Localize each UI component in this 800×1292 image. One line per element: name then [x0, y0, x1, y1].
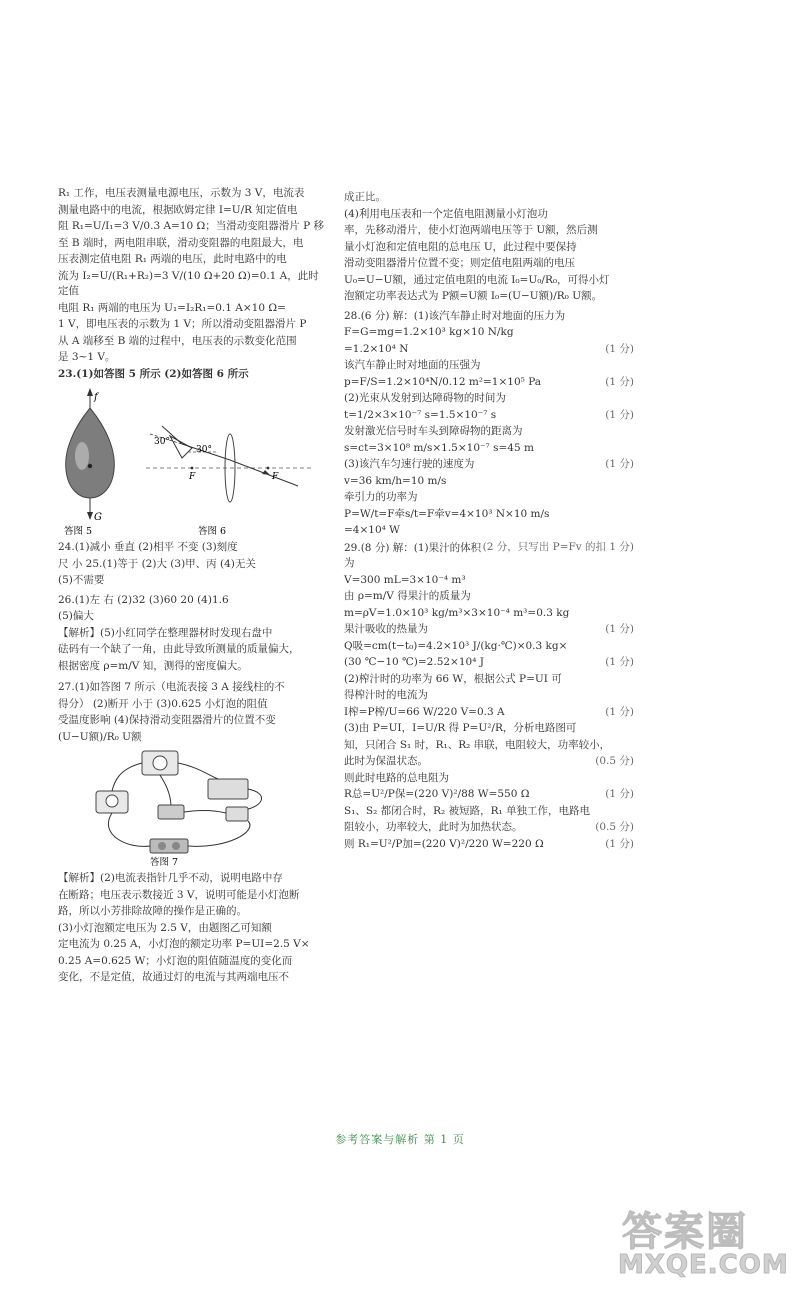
solution-line — [344, 688, 634, 704]
solution-line — [344, 490, 634, 506]
text-line: 0.25 A=0.625 W；小灯泡的阻值随温度的变化而 — [58, 954, 293, 967]
answer-26 — [58, 593, 326, 625]
fig6-focus-right: F — [272, 472, 279, 482]
text-line: 流为 I₂=U/(R₁+R₂)=3 V/(10 Ω+20 Ω)=0.1 A，此时定值 — [58, 269, 319, 297]
watermark-logo — [610, 1198, 790, 1286]
solution-line-text: 果汁吸收的热量为 — [344, 623, 428, 635]
figure-5-6-drawing — [58, 386, 326, 536]
solution-line — [344, 721, 634, 737]
solution-line-text: 发射激光信号时车头到障碍物的距离为 — [344, 425, 523, 437]
answer-24-25 — [58, 540, 326, 589]
solution-line — [344, 391, 634, 407]
solution-line — [344, 441, 634, 457]
text-line: R₁ 工作，电压表测量电源电压，示数为 3 V，电流表 — [58, 187, 305, 199]
solution-line-text: 该汽车静止时对地面的压强为 — [344, 359, 481, 371]
solution-line-text: =1.2×10⁴ N — [344, 342, 409, 355]
answer-29 — [344, 541, 634, 853]
solution-line — [344, 837, 634, 853]
answer-28 — [344, 309, 634, 553]
text-line: 从 A 端移至 B 端的过程中，电压表的示数变化范围 — [58, 334, 297, 347]
fig6-focus-left: F — [189, 472, 196, 482]
figure-6 — [146, 426, 314, 536]
solution-line-score: (2 分，只写出 P=Fv 的扣 1 分) — [482, 540, 634, 553]
figures-5-6 — [58, 386, 326, 536]
text-line: (3)小灯泡额定电压为 2.5 V，由题图乙可知额 — [58, 921, 272, 934]
answer-27 — [58, 680, 326, 745]
text-line: 在断路；电压表示数接近 3 V，说明可能是小灯泡断 — [58, 888, 300, 901]
solution-line — [344, 573, 634, 589]
solution-line — [344, 672, 634, 688]
text-line: 定电流为 0.25 A，小灯泡的额定功率 P=UI=2.5 V× — [58, 938, 310, 950]
fig6-caption: 答图 6 — [198, 526, 227, 536]
text-line: 量小灯泡和定值电阻的总电压 U，此过程中要保持 — [344, 240, 577, 253]
solution-line — [344, 754, 634, 770]
text-line: 27.(1)如答图 7 所示（电流表接 3 A 接线柱的不 — [58, 681, 285, 693]
figure-5 — [64, 388, 114, 536]
solution-line — [344, 705, 634, 721]
figure-7 — [58, 749, 326, 867]
solution-line-text: V=300 mL=3×10⁻⁴ m³ — [344, 573, 466, 586]
solution-line-text: 得榨汁时的电流为 — [344, 689, 428, 701]
text-line: (U−U额)/R₀ U额 — [58, 730, 142, 743]
fig7-caption: 答图 7 — [150, 857, 179, 867]
solution-line-score: (0.5 分) — [595, 821, 634, 833]
watermark-text: 答案圈 — [622, 1209, 748, 1255]
left-column — [58, 186, 326, 987]
text-line: 电阻 R₁ 两端的电压为 U₁=I₂R₁=0.1 A×10 Ω= — [58, 301, 286, 314]
solution-line — [344, 639, 634, 655]
solution-line-score: (1 分) — [605, 788, 634, 800]
solution-line-text: m=ρV=1.0×10³ kg/m³×3×10⁻⁴ m³=0.3 kg — [344, 606, 570, 619]
solution-line — [344, 309, 634, 325]
text-line: 【解析】(5)小红同学在整理器材时发现右盘中 — [58, 626, 273, 639]
solution-line — [344, 358, 634, 374]
fig6-angle-1: 30° — [154, 437, 170, 447]
text-line: U₀=U−U额，通过定值电阻的电流 I₀=U₀/R₀，可得小灯 — [344, 273, 610, 286]
text-line: 滑动变阻器滑片位置不变；则定值电阻两端的电压 — [344, 257, 575, 269]
fig5-g-label: G — [94, 512, 102, 523]
answer-22-continuation — [58, 186, 326, 366]
solution-line-score: (1 分) — [605, 705, 634, 718]
solution-line — [344, 424, 634, 440]
solution-line-text: 由 ρ=m/V 得果汁的质量为 — [344, 590, 471, 602]
text-line: 变化，不是定值，故通过灯的电流与其两端电压不 — [58, 971, 289, 983]
text-line: 【解析】(2)电流表指针几乎不动，说明电路中存 — [58, 872, 283, 884]
analysis-27 — [58, 871, 326, 986]
text-line: 阻 R₁=U/I₁=3 V/0.3 A=10 Ω；当滑动变阻器滑片 P 移 — [58, 220, 324, 232]
solution-line-text: (2)榨汁时的功率为 66 W，根据公式 P=UI 可 — [344, 672, 562, 685]
solution-line — [344, 474, 634, 490]
solution-line — [344, 325, 634, 341]
right-column — [344, 190, 634, 853]
solution-line-text: R总=U²/P保=(220 V)²/88 W=550 Ω — [344, 788, 530, 800]
solution-line-text: =4×10⁴ W — [344, 524, 400, 536]
solution-line-text: 牵引力的功率为 — [344, 491, 418, 503]
text-line: 率，先移动滑片，使小灯泡两端电压等于 U额，然后测 — [344, 224, 598, 236]
text-line: 成正比。 — [344, 191, 386, 203]
fig5-caption: 答图 5 — [64, 526, 93, 536]
text-line: (4)利用电压表和一个定值电阻测量小灯泡功 — [344, 207, 548, 220]
solution-line-score: (1 分) — [605, 458, 634, 470]
solution-line-score: (1 分) — [605, 837, 634, 850]
solution-line-score: (1 分) — [605, 375, 634, 388]
answer-27-continuation — [344, 190, 634, 305]
solution-line — [344, 507, 634, 523]
solution-line-text: t=1/2×3×10⁻⁷ s=1.5×10⁻⁷ s — [344, 408, 497, 421]
fig6-angle-2: 30° — [196, 445, 212, 455]
solution-line-text: S₁、S₂ 都闭合时，R₂ 被短路，R₁ 单独工作，电路电 — [344, 804, 591, 817]
solution-line — [344, 787, 634, 803]
solution-line-text: (2)光束从发射到达障碍物的时间为 — [344, 392, 506, 404]
solution-line-text: v=36 km/h=10 m/s — [344, 474, 447, 487]
text-line: 砝码有一个缺了一角，由此导致所测量的质量偏大， — [58, 643, 300, 655]
solution-line-score: (1 分) — [605, 408, 634, 421]
solution-line-score: (0.5 分) — [595, 755, 634, 767]
figure-7-drawing — [58, 749, 326, 867]
answer-23: 23.(1)如答图 5 所示 (2)如答图 6 所示 — [58, 367, 249, 380]
solution-line — [344, 342, 634, 358]
solution-line — [344, 738, 634, 754]
solution-line — [344, 457, 634, 473]
text-line: 泡额定功率表达式为 P额=U额 I₀=(U−U额)/R₀ U额。 — [344, 290, 603, 302]
text-line: 路，所以小芳排除故障的操作是正确的。 — [58, 905, 247, 917]
solution-line-text: (3)该汽车匀速行驶的速度为 — [344, 458, 475, 470]
text-line: (5)不需要 — [58, 574, 105, 586]
text-line: 受温度影响 (4)保持滑动变阻器滑片的位置不变 — [58, 714, 276, 726]
analysis-26 — [58, 626, 326, 675]
solution-line-text: I榨=P榨/U=66 W/220 V=0.3 A — [344, 705, 505, 718]
text-line: 24.(1)减小 垂直 (2)相平 不变 (3)刻度 — [58, 541, 238, 553]
solution-line-text: 则此时电路的总电阻为 — [344, 771, 449, 784]
text-line: 尺 小 25.(1)等于 (2)大 (3)甲、丙 (4)无关 — [58, 557, 256, 570]
solution-line — [344, 375, 634, 391]
text-line: 26.(1)左 右 (2)32 (3)60 20 (4)1.6 — [58, 593, 229, 606]
solution-line — [344, 622, 634, 638]
solution-line-score: (1 分) — [605, 342, 634, 355]
page-footer: 参考答案与解析 第 1 页 — [335, 1133, 465, 1146]
solution-line-text: F=G=mg=1.2×10³ kg×10 N/kg — [344, 326, 514, 338]
fig5-f-label: f — [94, 392, 98, 403]
solution-line-text: 知，只闭合 S₁ 时，R₁、R₂ 串联，电阻较大，功率较小， — [344, 738, 611, 751]
watermark-url: MXQE.COM — [618, 1250, 789, 1280]
text-line: 1 V，即电压表的示数为 1 V；所以滑动变阻器滑片 P — [58, 318, 307, 330]
solution-line-text: (30 ℃−10 ℃)=2.52×10⁴ J — [344, 656, 484, 668]
solution-line-text: 则 R₁=U²/P加=(220 V)²/220 W=220 Ω — [344, 837, 544, 850]
solution-line-text: 阻较小，功率较大，此时为加热状态。 — [344, 821, 523, 833]
solution-line-text: p=F/S=1.2×10⁴N/0.12 m²=1×10⁵ Pa — [344, 375, 542, 388]
solution-line-text: P=W/t=F牵s/t=F牵v=4×10³ N×10 m/s — [344, 507, 550, 520]
solution-line-score: (1 分) — [605, 623, 634, 635]
text-line: 压表测定值电阻 R₁ 两端的电压，此时电路中的电 — [58, 253, 287, 265]
solution-line-score: (1 分) — [605, 656, 634, 668]
solution-line-text: 28.(6 分) 解：(1)该汽车静止时对地面的压力为 — [344, 309, 566, 322]
solution-line — [344, 771, 634, 787]
solution-line — [344, 523, 634, 539]
solution-line-text: 29.(8 分) 解：(1)果汁的体积为 — [344, 541, 482, 569]
text-line: 测量电路中的电流，根据欧姆定律 I=U/R 知定值电 — [58, 203, 298, 216]
solution-line — [344, 820, 634, 836]
solution-line-text: 此时为保温状态。 — [344, 755, 428, 767]
text-line: (5)偏大 — [58, 610, 94, 622]
text-line: 根据密度 ρ=m/V 知，测得的密度偏大。 — [58, 659, 248, 672]
solution-line — [344, 804, 634, 820]
solution-line-text: Q吸=cm(t−t₀)=4.2×10³ J/(kg·℃)×0.3 kg× — [344, 639, 568, 652]
solution-line — [344, 655, 634, 671]
text-line: 得分） (2)断开 小于 (3)0.625 小灯泡的阻值 — [58, 697, 268, 710]
solution-line-text: s=ct=3×10⁸ m/s×1.5×10⁻⁷ s=45 m — [344, 441, 534, 454]
solution-line-text: (3)由 P=UI，I=U/R 得 P=U²/R，分析电路图可 — [344, 722, 577, 734]
solution-line — [344, 606, 634, 622]
solution-line — [344, 589, 634, 605]
text-line: 是 3~1 V。 — [58, 351, 116, 363]
text-line: 至 B 端时，两电阻串联，滑动变阻器的电阻最大，电 — [58, 236, 304, 249]
solution-line — [344, 408, 634, 424]
